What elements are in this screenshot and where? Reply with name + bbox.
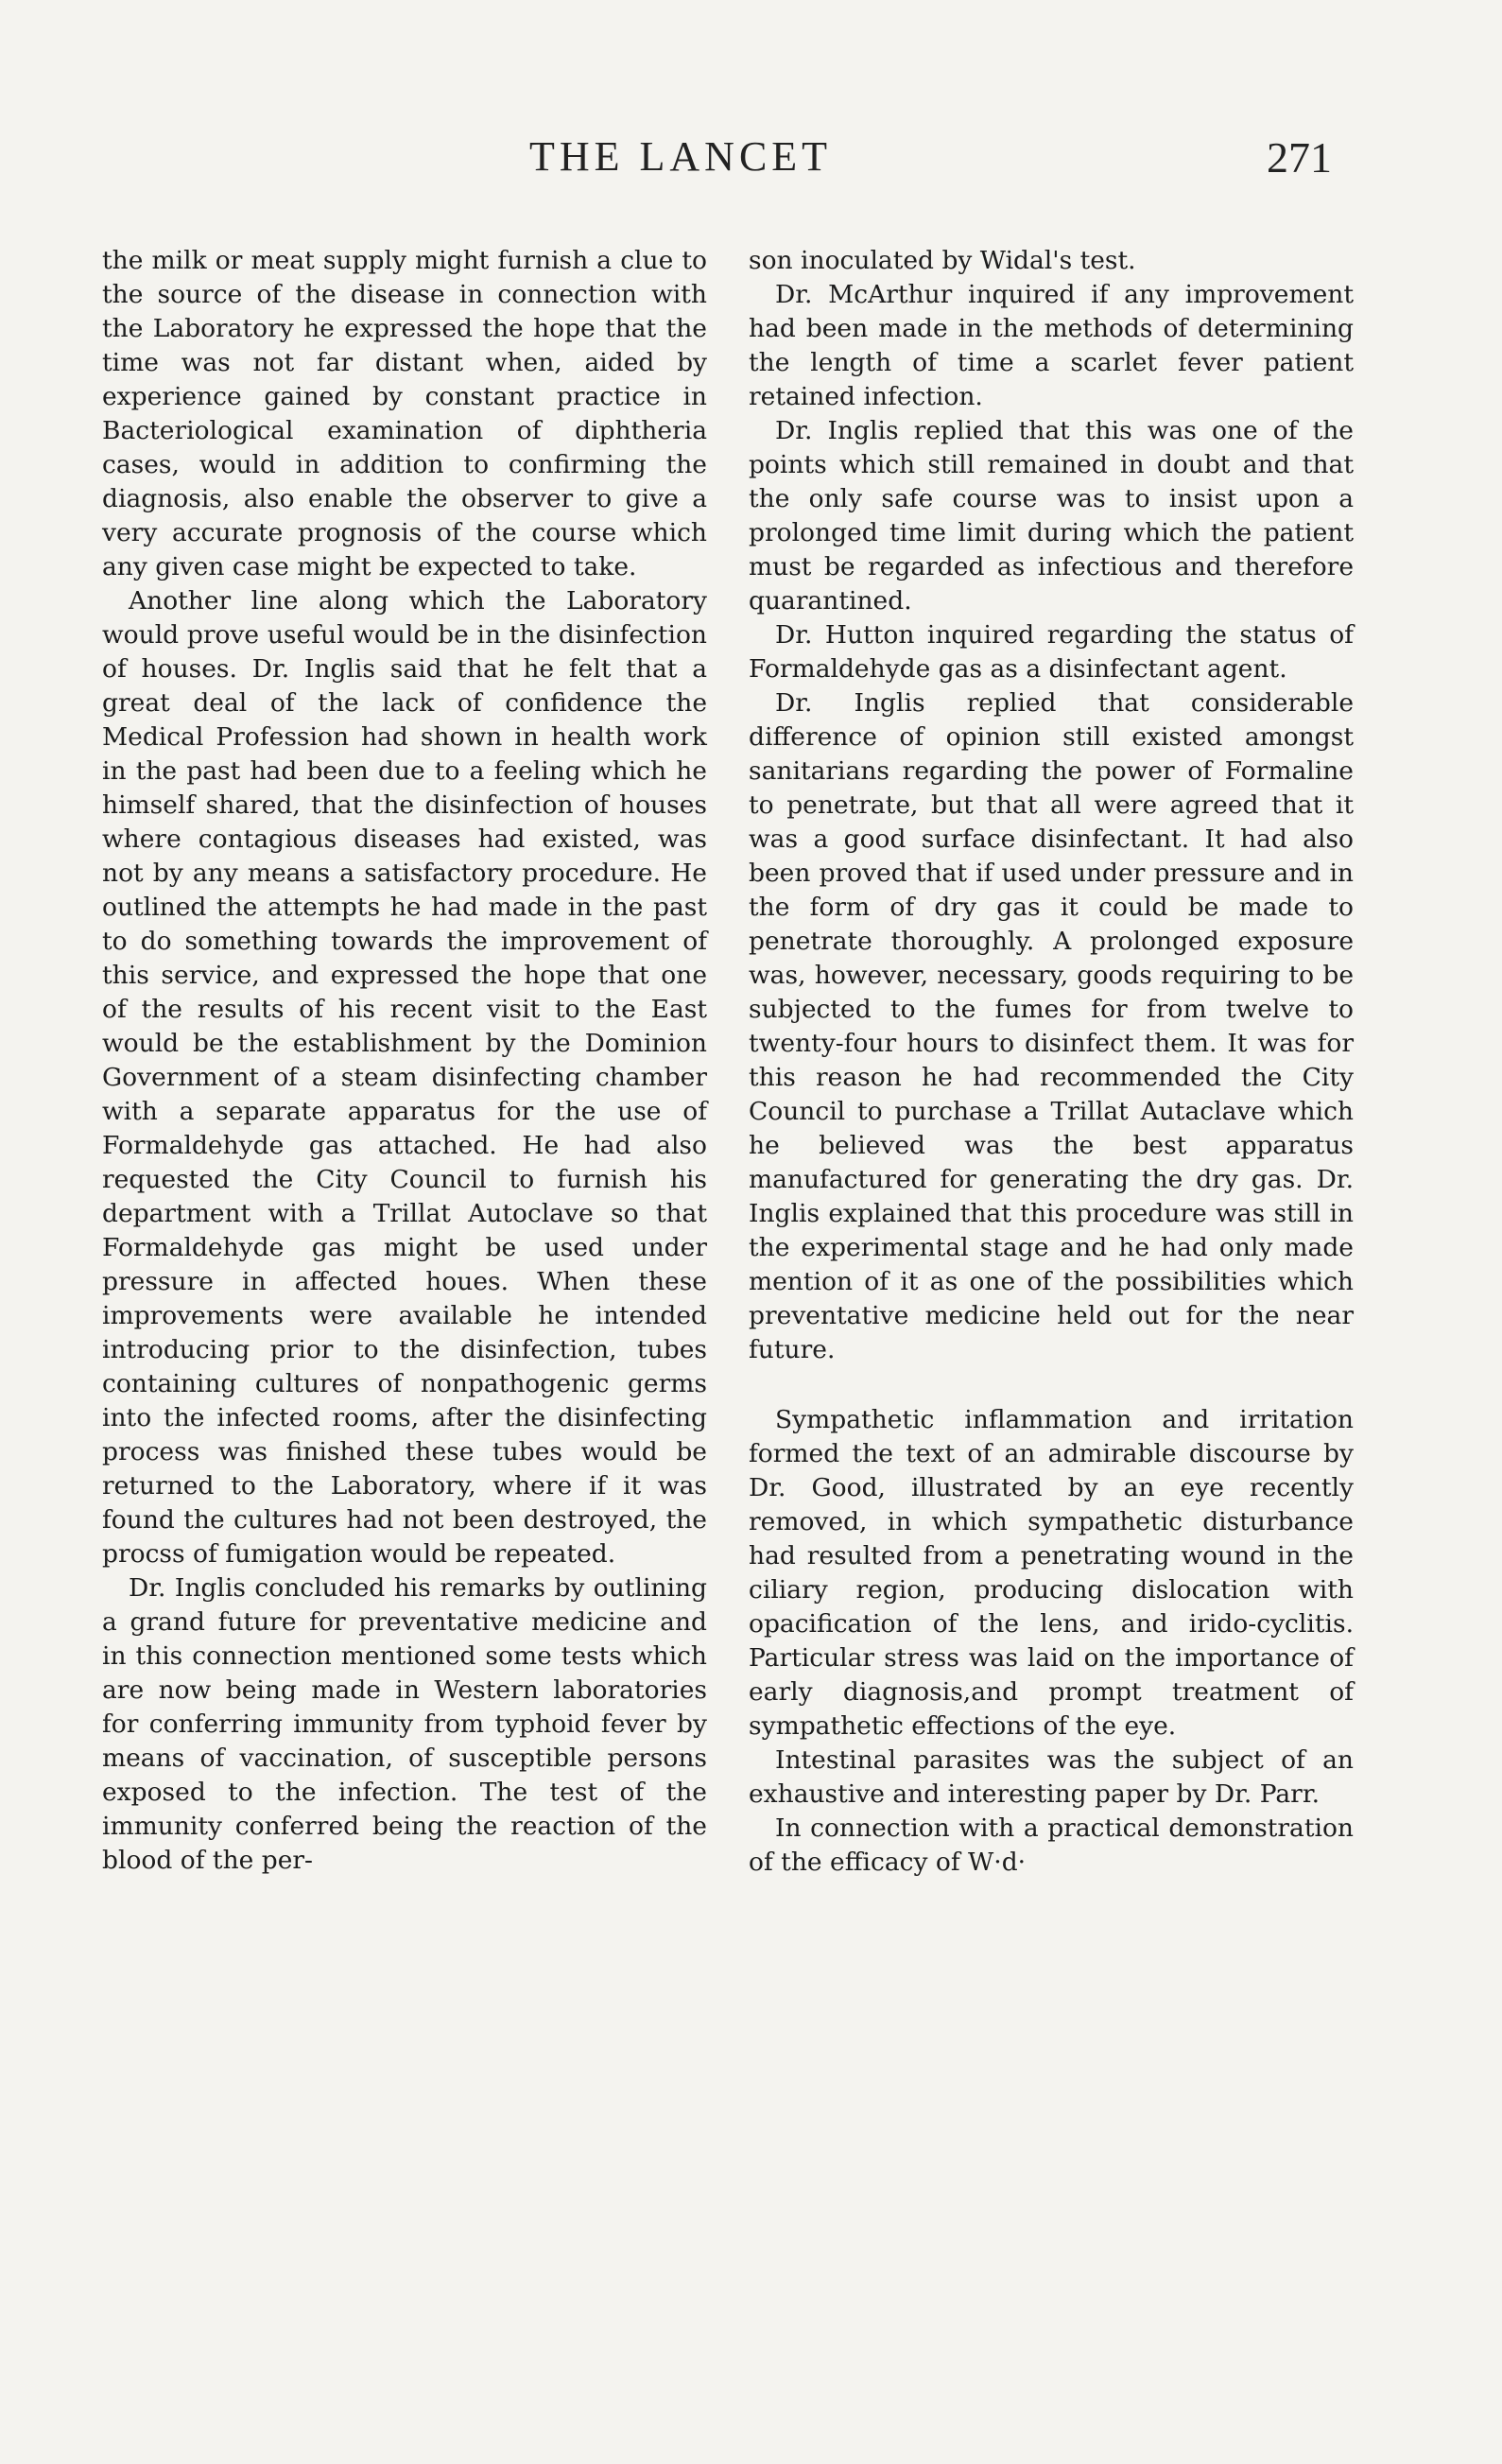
paragraph: Dr. Hutton inquired regarding the status of Formaldehyde gas as a disinfectant agent.: [749, 620, 1354, 684]
paragraph: Another line along which the Laboratory would prove useful would be in the disinfection of houses. Dr. Inglis said that he felt that a great deal of the lack of confidence the Medical Profession had shown in health work in the past had been due to a feeling which he himself shared, that the disinfection of houses where contagious diseases had existed, was not by any means a satisfactory procedure. He outlined the attempts he had made in the past to do something towards the improvement of this service, and expressed the hope that one of the results of his recent visit to the East would be the establishment by the Dominion Government of a steam disinfecting chamber with a separate apparatus for the use of Formaldehyde gas attached. He had also requested the City Council to furnish his department with a Trillat Autoclave so that Formaldehyde gas might be used under pressure in affected houes. When these improvements were available he intended introducing prior to the disinfection, tubes containing cultures of nonpathogenic germs into the infected rooms, after the disinfecting process was finished these tubes would be returned to the Laboratory, where if it was found the cultures had not been destroyed, the procss of fumigation would be repeated.: [102, 586, 707, 1569]
paragraph: Sympathetic inflammation and irritation formed the text of an admirable discourse by Dr. Good, illustrated by an eye recently removed, in which sympathetic disturbance had resulted from a penetrating wound in the ciliary region, producing dislocation with opacification of the lens, and irido-cyclitis. Particular stress was laid on the importance of early diagnosis,and prompt treatment of sympathetic effections of the eye.: [749, 1405, 1354, 1741]
left-column: [102, 244, 707, 1878]
running-head: [0, 132, 1502, 189]
paragraph: In connection with a practical demonstration of the efficacy of W·d·: [749, 1813, 1354, 1877]
paragraph: Dr. Inglis concluded his remarks by outlining a grand future for preventative medicine and in this connection mentioned some tests which are now being made in Western laboratories for conferring immunity from typhoid fever by means of vaccination, of susceptible persons exposed to the infection. The test of the immunity conferred being the reaction of the blood of the per-: [102, 1573, 707, 1875]
paragraph: son inoculated by Widal's test.: [749, 246, 1136, 275]
paragraph: Dr. Inglis replied that considerable difference of opinion still existed amongst sanitarians regarding the power of Formaline to penetrate, but that all were agreed that it was a good surface disinfectant. It had also been proved that if used under pressure and in the form of dry gas it could be made to penetrate thoroughly. A prolonged exposure was, however, necessary, goods requiring to be subjected to the fumes for from twelve to twenty-four hours to disinfect them. It was for this reason he had recommended the City Council to purchase a Trillat Autaclave which he believed was the best apparatus manufactured for generating the dry gas. Dr. Inglis explained that this procedure was still in the experimental stage and he had only made mention of it as one of the possibilities which preventative medicine held out for the near future.: [749, 688, 1354, 1364]
page-number: 271: [1267, 133, 1332, 182]
paragraph: Dr. Inglis replied that this was one of the points which still remained in doubt and that the only safe course was to insist upon a prolonged time limit during which the patient must be regarded as infectious and therefore quarantined.: [749, 416, 1354, 616]
right-column: [749, 244, 1354, 1880]
paragraph: Intestinal parasites was the subject of an exhaustive and interesting paper by Dr. Parr.: [749, 1745, 1354, 1809]
paragraph: Dr. McArthur inquired if any improvement had been made in the methods of determining the length of time a scarlet fever patient retained infection.: [749, 280, 1354, 411]
paragraph: the milk or meat supply might furnish a clue to the source of the disease in connection with the Laboratory he expressed the hope that the time was not far distant when, aided by experience gained by constant practice in Bacteriological examination of diphtheria cases, would in addition to confirming the diagnosis, also enable the observer to give a very accurate prognosis of the course which any given case might be expected to take.: [102, 246, 707, 581]
journal-title: THE LANCET: [529, 133, 833, 180]
